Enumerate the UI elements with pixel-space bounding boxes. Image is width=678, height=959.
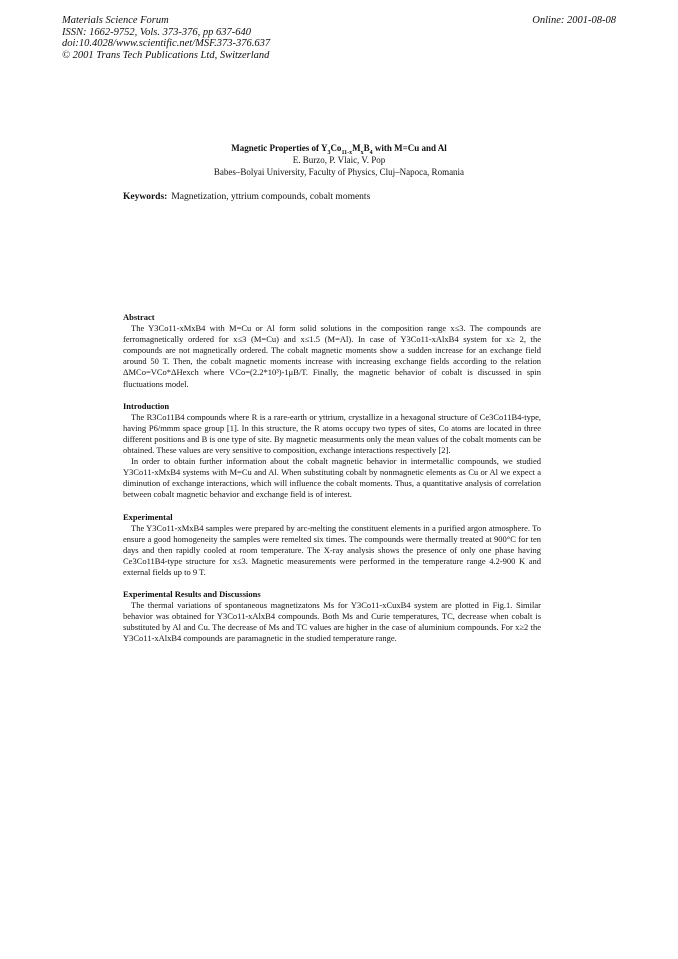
journal-header <box>62 15 270 61</box>
experimental-section <box>123 512 541 579</box>
abstract-text: The Y3Co11-xMxB4 with M=Cu or Al form solid solutions in the composition range x≤3. The compounds are ferromagnetically ordered for x≤3 (M=Cu) and x≤1.5 (M=Al). In case of Y3Co11-xAlxB4 system for x≥ 2, the compounds are not magnetically ordered. The cobalt magnetic moments show a sudden increase for an exchange field around 50 T. Then, the cobalt magnetic moments increase with increasing exchange fields according to the relation ΔMCo=VCo*ΔHexch where VCo=(2.2*10³)-1μB/T. Finally, the magnetic behavior of cobalt is discussed in spin fluctuations model. <box>123 323 541 389</box>
online-date: Online: 2001-08-08 <box>532 15 616 26</box>
introduction-paragraph-1: The R3Co11B4 compounds where R is a rare-earth or yttrium, crystallize in a hexagonal structure of Ce3Co11B4-type, having P6/mmm space group [1]. In this structure, the R atoms occupy two types of sites, Co atoms are located in three different positions and B is one type of site. By magnetic measurments only the mean values of the cobalt moments can be obtained. These values are very sensitive to composition, exchange interactions respectively [2]. <box>123 411 541 456</box>
introduction-section <box>123 401 541 501</box>
issn-line: ISSN: 1662-9752, Vols. 373-376, pp 637-640 <box>62 26 251 38</box>
keywords <box>123 192 370 202</box>
paper-title: Magnetic Properties of $Y_3Co_{11-x}M_xB_4$ with M=Cu and Al <box>231 143 447 156</box>
results-section <box>123 589 541 644</box>
abstract-heading: Abstract <box>123 312 155 322</box>
copyright-line: © 2001 Trans Tech Publications Ltd, Switzerland <box>62 49 270 61</box>
results-paragraph: The thermal variations of spontaneous magnetizatons Ms for Y3Co11-xCuxB4 system are plotted in Fig.1. Similar behavior was obtained for Y3Co11-xAlxB4 compounds. Both Ms and Curie temperatures, TC, decrease when cobalt is substituted by Al and Cu. The decrease of Ms and TC values are higher in the case of aluminium compounds. For x≥2 the Y3Co11-xAlxB4 compounds are paramagnetic in the studied temperature range. <box>123 600 541 644</box>
experimental-paragraph: The Y3Co11-xMxB4 samples were prepared by arc-melting the constituent elements in a purified argon atmosphere. To ensure a good homogeneity the samples were remelted six times. The compounds were thermally treated at 900°C for ten days and then rapidly cooled at room temperature. The X-ray analysis shows the presence of only one phase having Ce3Co11B4-type structure for x≤3. Magnetic measurements were performed in the temperature range 4.2-900 K and external fields up to 9 T. <box>123 522 541 577</box>
keywords-label: Keywords: <box>123 192 168 202</box>
abstract-section <box>123 312 541 390</box>
introduction-paragraph-2: In order to obtain further information about the cobalt magnetic behavior in intermetallic compounds, we studied Y3Co11-xMxB4 systems with M=Cu and Al. When substituting cobalt by nonmagnetic elements as Cu or Al we expect a diminution of exchange interactions, which will influence the cobalt moments. Thus, a quantitative analysis of correlation between cobalt magnetic behavior and exchange field is of interest. <box>123 456 541 500</box>
introduction-heading: Introduction <box>123 400 170 411</box>
authors: E. Burzo, P. Vlaic, V. Pop <box>292 155 386 165</box>
results-heading: Experimental Results and Discussions <box>123 589 261 600</box>
doi-line: doi:10.4028/www.scientific.net/MSF.373-376.637 <box>62 38 271 49</box>
journal-name: Materials Science Forum <box>62 15 169 26</box>
affiliation: Babes–Bolyai University, Faculty of Physics, Cluj–Napoca, Romania <box>213 167 465 177</box>
experimental-heading: Experimental <box>123 511 173 522</box>
keywords-list: Magnetization, yttrium compounds, cobalt moments <box>171 192 371 202</box>
title-block <box>0 142 678 178</box>
paper-body <box>123 312 541 656</box>
